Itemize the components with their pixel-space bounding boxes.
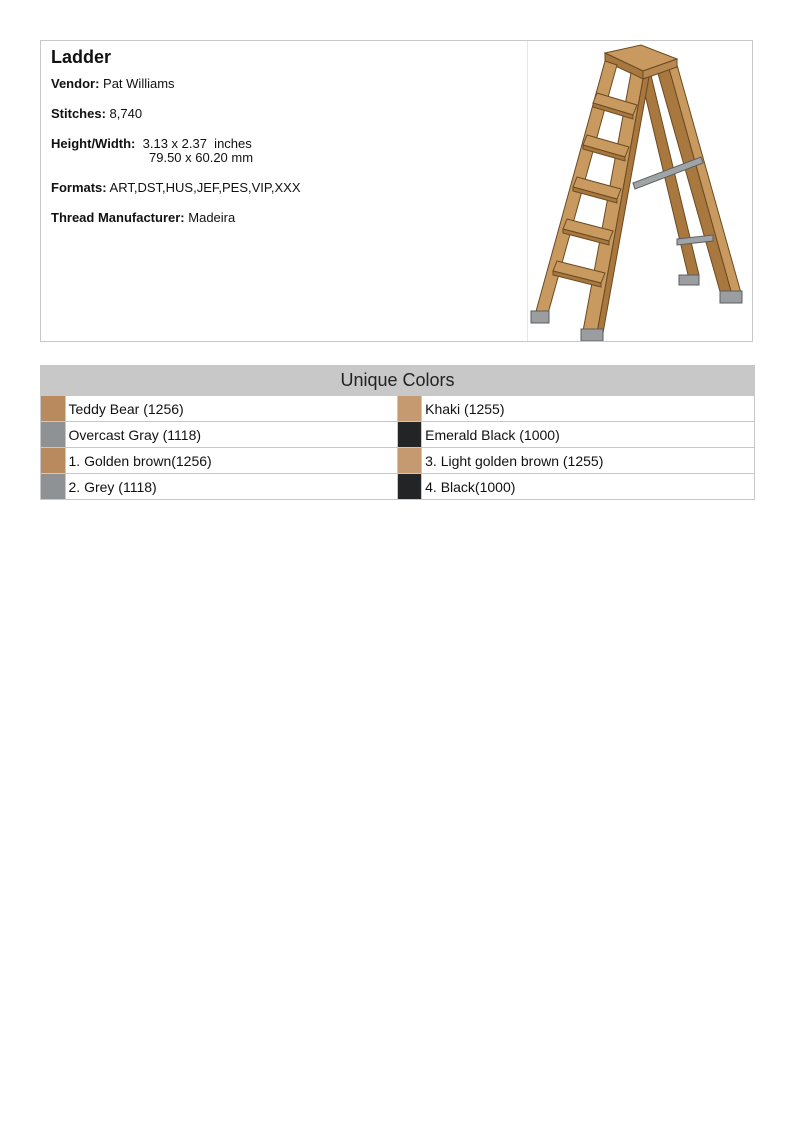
- color-row: [41, 422, 755, 448]
- colors-table-header-row: [41, 366, 755, 396]
- color-name: Teddy Bear (1256): [65, 396, 397, 422]
- size-inches-value: 3.13 x 2.37 inches: [142, 136, 252, 151]
- color-name: 1. Golden brown(1256): [65, 448, 397, 474]
- color-swatch: [41, 474, 66, 500]
- color-name: Emerald Black (1000): [422, 422, 755, 448]
- color-name: Overcast Gray (1118): [65, 422, 397, 448]
- color-swatch: [397, 474, 422, 500]
- stitches-count: 8,740: [109, 106, 143, 121]
- color-swatch: [41, 396, 66, 422]
- size-inches: [139, 136, 252, 151]
- ladder-embroidery-preview: [527, 43, 753, 341]
- color-row: [41, 448, 755, 474]
- color-name: 2. Grey (1118): [65, 474, 397, 500]
- color-swatch: [397, 396, 422, 422]
- formats-value: [107, 181, 301, 195]
- design-info-panel: [40, 40, 753, 342]
- color-swatch: [41, 448, 66, 474]
- design-details: [51, 47, 521, 241]
- color-name: 3. Light golden brown (1255): [422, 448, 755, 474]
- size-label: Height/Width:: [51, 136, 136, 151]
- colors-table-header: Unique Colors: [41, 366, 755, 396]
- thread-row: [51, 211, 521, 225]
- color-swatch: [397, 422, 422, 448]
- thread-manufacturer: Madeira: [188, 210, 236, 225]
- color-row: [41, 396, 755, 422]
- vendor-row: [51, 77, 521, 91]
- size-row: [51, 137, 521, 165]
- vendor-label: Vendor:: [51, 76, 100, 91]
- thread-value: [185, 211, 236, 225]
- formats-list: ART,DST,HUS,JEF,PES,VIP,XXX: [109, 180, 301, 195]
- color-swatch: [397, 448, 422, 474]
- formats-label: Formats:: [51, 180, 107, 195]
- unique-colors-table: [40, 365, 755, 500]
- stitches-row: [51, 107, 521, 121]
- color-swatch: [41, 422, 66, 448]
- design-title: Ladder: [51, 47, 112, 67]
- vendor-name: Pat Williams: [103, 76, 175, 91]
- vendor-value: [99, 77, 174, 91]
- size-mm: 79.50 x 60.20 mm: [149, 150, 254, 165]
- stitches-label: Stitches:: [51, 106, 106, 121]
- color-name: Khaki (1255): [422, 396, 755, 422]
- color-name: 4. Black(1000): [422, 474, 755, 500]
- color-row: [41, 474, 755, 500]
- formats-row: [51, 181, 521, 195]
- colors-table-body: [41, 396, 755, 500]
- stitches-value: [106, 107, 142, 121]
- thread-label: Thread Manufacturer:: [51, 210, 185, 225]
